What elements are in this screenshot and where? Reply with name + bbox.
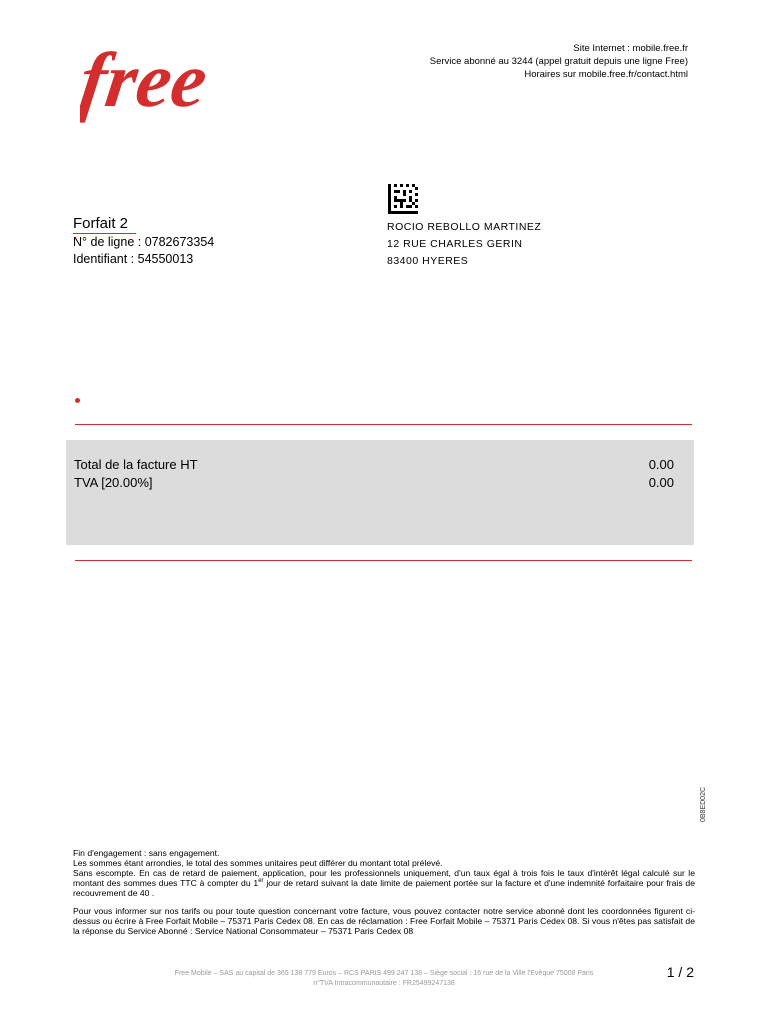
plan-info [73,214,214,268]
company-line-1: Free Mobile – SAS au capital de 365 138 779 Euros – RCS PARIS 499 247 138 – Siège social : 16 rue de la Ville l'Evêque 75008 Paris [174,970,594,977]
logo-wordmark: free [80,36,213,123]
recipient-street: 12 RUE CHARLES GERIN [387,238,523,250]
tva-label: TVA [20.00%] [74,475,153,490]
total-ht-value: 0.00 [648,457,674,472]
recipient-city: 83400 HYERES [387,255,469,267]
datamatrix-code [388,184,418,214]
red-bullet [75,398,80,403]
late-payment-note: Sans escompte. En cas de retard de paiement, application, pour les professionnels uniquement, d'un taux égal à trois fois le taux d'intérêt légal calculé sur le montant des sommes dues TTC à compter du 1er jour de retard suivant la date limite de paiement portée sur la facture et d'une indemnité forfaitaire pour frais de recouvrement de 40 . [73,868,695,898]
recipient-address [387,219,541,270]
hours-line: Horaires sur mobile.free.fr/contact.html [524,69,688,80]
legal-notes [73,848,695,936]
engagement-note: Fin d'engagement : sans engagement. [73,848,220,858]
divider-top [75,424,692,425]
total-ht-row [74,456,674,473]
total-ht-label: Total de la facture HT [74,457,198,472]
contact-note: Pour vous informer sur nos tarifs ou pour toute question concernant votre facture, vous pouvez contacter notre service abonné dont les coordonnées figurent ci-dessus ou écrire à Free Forfait Mobile – 75371 Paris Cedex 08. En cas de réclamation : Free Forfait Mobile – 75371 Paris Cedex 08. Si vous n'êtes pas satisfait de la réponse du Service Abonné : Service National Consommateur – 75371 Paris Cedex 08 [73,906,695,936]
free-logo [80,28,310,158]
company-footer [0,969,768,989]
recipient-name: ROCIO REBOLLO MARTINEZ [387,221,542,233]
tva-row [74,474,674,491]
plan-title: Forfait 2 [73,214,136,234]
page-number: 1 / 2 [666,964,694,980]
tva-value: 0.00 [648,475,674,490]
totals-box [66,440,694,545]
company-line-2: n°TVA Intracommunautaire : FR25499247138 [313,980,455,987]
contact-info [430,42,688,81]
line-number: N° de ligne : 0782673354 [73,235,215,249]
vertical-reference-code: 0B8ED02C [700,786,707,822]
divider-bottom [75,560,692,561]
rounding-note: Les sommes étant arrondies, le total des sommes unitaires peut différer du montant total prélevé. [73,858,443,868]
identifier: Identifiant : 54550013 [73,252,194,266]
website-line: Site Internet : mobile.free.fr [573,43,688,54]
service-line: Service abonné au 3244 (appel gratuit depuis une ligne Free) [429,56,688,67]
